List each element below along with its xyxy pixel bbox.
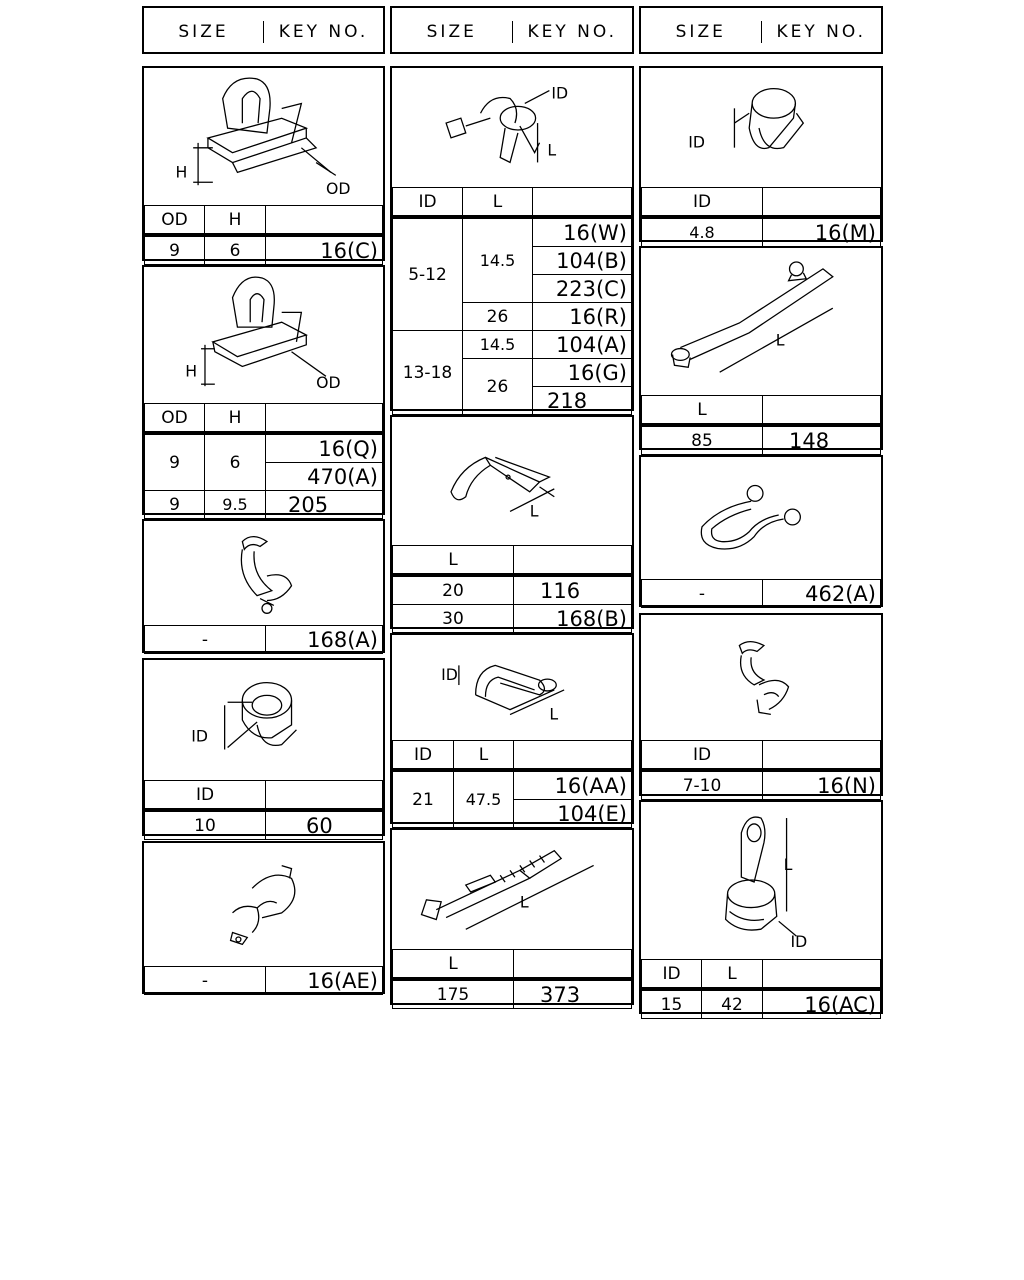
id-col-header: ID [393, 741, 454, 771]
part-panel-strap-clip [142, 841, 385, 994]
h-col-header: H [205, 404, 266, 434]
part-panel-u-clip [390, 633, 634, 824]
cable-tie-drawing [392, 830, 632, 949]
key-no: 223(C) [533, 275, 632, 303]
size-table [641, 579, 881, 608]
part-panel-id-clip-small [639, 66, 883, 245]
table-row: 10 60 [145, 810, 383, 840]
id-clip-drawing [641, 68, 881, 187]
table-row: 5-12 14.5 16(W) [393, 217, 632, 247]
table-row: 13-18 14.5 104(A) [393, 331, 632, 359]
size-table [392, 187, 632, 415]
clip-drawing [144, 68, 383, 205]
key-no: 104(A) [533, 331, 632, 359]
key-no: 462(A) [763, 580, 881, 608]
table-row: 15 42 16(AC) [642, 989, 881, 1019]
part-panel-clip-od-h-2 [142, 265, 385, 515]
size-table [144, 780, 383, 840]
size-table [392, 545, 632, 633]
id-label: ID [441, 665, 458, 685]
part-panel-hook-strip [390, 415, 634, 629]
hook-clip-drawing [144, 521, 383, 625]
pin-clip-drawing [392, 68, 632, 187]
table-row: - 168(A) [145, 626, 383, 654]
bracket-clip-drawing [641, 802, 881, 959]
l-label: L [775, 330, 785, 350]
table-row: - 16(AE) [145, 967, 383, 995]
key-no-header: KEY NO. [776, 22, 866, 42]
loop-clip-drawing [641, 457, 881, 579]
key-no: 104(E) [514, 800, 632, 828]
size-table [641, 187, 881, 247]
clip-drawing [144, 267, 383, 403]
table-row: 20 116 [393, 575, 632, 605]
size-table [641, 395, 881, 455]
table-row: 26 16(G) [393, 359, 632, 387]
part-panel-bracket-clip [639, 800, 883, 1017]
h-label: H [175, 162, 188, 182]
id-col-header: ID [145, 781, 266, 811]
key-no: 16(AE) [266, 967, 383, 995]
id-col-header: ID [642, 960, 702, 990]
id-label: ID [191, 726, 208, 746]
strap-mount-drawing [641, 248, 881, 395]
key-no: 373 [514, 979, 632, 1009]
size-table [641, 959, 881, 1019]
key-no: 16(R) [533, 303, 632, 331]
l-col-header: L [393, 546, 514, 576]
size-header: SIZE [392, 21, 513, 43]
key-no: 104(B) [533, 247, 632, 275]
l-label: L [783, 855, 793, 875]
l-label: L [547, 140, 557, 160]
id-col-header: ID [642, 188, 763, 218]
header-col2 [390, 6, 634, 54]
key-no: 16(G) [533, 359, 632, 387]
key-no: 148 [763, 425, 881, 455]
l-col-header: L [393, 950, 514, 980]
key-no: 168(A) [266, 626, 383, 654]
table-row: 175 373 [393, 979, 632, 1009]
part-panel-clip-od-h-1 [142, 66, 385, 261]
table-row: 9 9.5 205 [145, 491, 383, 519]
strap-clip-drawing [144, 843, 383, 966]
key-no: 16(C) [266, 235, 383, 265]
key-no-header: KEY NO. [527, 22, 617, 42]
id-clip-drawing [144, 660, 383, 780]
od-label: OD [325, 179, 351, 199]
table-row: 9 6 16(C) [145, 235, 383, 265]
size-header: SIZE [641, 21, 762, 43]
hook-strip-drawing [392, 417, 632, 545]
key-no: 60 [266, 810, 383, 840]
size-table [641, 740, 881, 800]
key-no-header: KEY NO. [278, 22, 369, 42]
od-col-header: OD [145, 404, 205, 434]
key-no: 470(A) [266, 463, 383, 491]
od-col-header: OD [145, 206, 205, 236]
key-no: 218 [533, 387, 632, 415]
part-panel-pin-clip [390, 66, 634, 411]
header-col3 [639, 6, 883, 54]
key-no: 16(N) [763, 770, 881, 800]
l-label: L [529, 501, 539, 521]
od-label: OD [316, 373, 341, 393]
size-table [392, 740, 632, 828]
size-table [144, 625, 383, 654]
id-label: ID [551, 83, 569, 103]
size-table [392, 949, 632, 1009]
size-table [144, 966, 383, 995]
l-col-header: L [463, 188, 533, 218]
table-row: 30 168(B) [393, 605, 632, 633]
table-row: 85 148 [642, 425, 881, 455]
u-clip-drawing [392, 635, 632, 740]
table-row: 4.8 16(M) [642, 217, 881, 247]
l-col-header: L [702, 960, 763, 990]
table-row: 9 6 16(Q) [145, 433, 383, 463]
part-panel-strap-mount [639, 246, 883, 453]
table-row: 26 16(R) [393, 303, 632, 331]
table-row: 7-10 16(N) [642, 770, 881, 800]
part-panel-hook-clip [142, 519, 385, 653]
part-panel-id-clip [142, 658, 385, 836]
size-table [144, 403, 383, 519]
l-label: L [549, 704, 559, 724]
double-clip-drawing [641, 615, 881, 740]
id-label: ID [688, 132, 705, 152]
key-no: 16(AA) [514, 770, 632, 800]
part-panel-loop-clip [639, 455, 883, 607]
key-no: 16(W) [533, 217, 632, 247]
id-col-header: ID [642, 741, 763, 771]
size-table [144, 205, 383, 265]
id-col-header: ID [393, 188, 463, 218]
h-label: H [185, 361, 198, 381]
table-row: - 462(A) [642, 580, 881, 608]
key-no: 16(Q) [266, 433, 383, 463]
key-no: 205 [266, 491, 383, 519]
size-header: SIZE [144, 21, 264, 43]
id-label: ID [790, 931, 808, 951]
key-no: 16(AC) [763, 989, 881, 1019]
l-col-header: L [642, 396, 763, 426]
l-label: L [519, 892, 529, 912]
key-no: 168(B) [514, 605, 632, 633]
part-panel-cable-tie [390, 828, 634, 1005]
l-col-header: L [454, 741, 514, 771]
table-row: 21 47.5 16(AA) [393, 770, 632, 800]
key-no: 116 [514, 575, 632, 605]
h-col-header: H [205, 206, 266, 236]
key-no: 16(M) [763, 217, 881, 247]
header-col1 [142, 6, 385, 54]
part-panel-double-clip [639, 613, 883, 796]
